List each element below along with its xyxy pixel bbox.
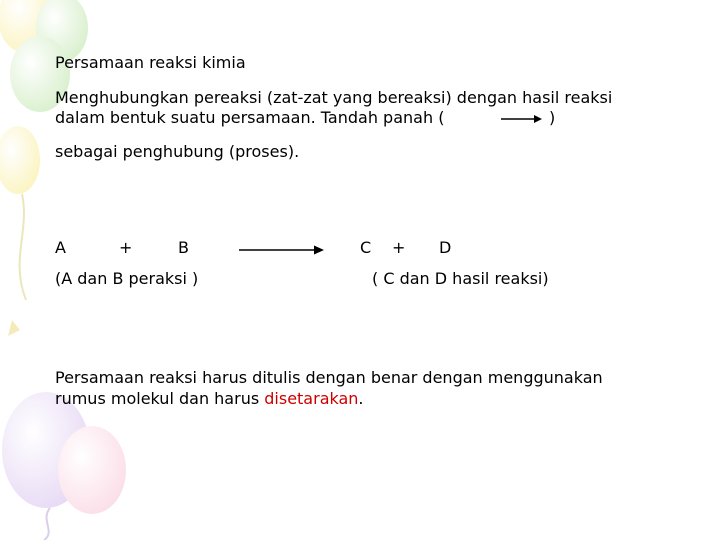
products-note: ( C dan D hasil reaksi) — [372, 269, 549, 288]
product-d: D — [439, 238, 452, 257]
plus-sign-left: + — [119, 238, 133, 257]
reactant-b: B — [178, 238, 189, 257]
definition-line-1: Menghubungkan pereaksi (zat-zat yang bereaksi) dengan hasil reaksi — [55, 88, 613, 107]
definition-line-2-end: ) — [549, 108, 556, 127]
slide-title: Persamaan reaksi kimia — [55, 53, 246, 72]
inline-arrow-icon — [500, 113, 544, 125]
reactants-note: (A dan B peraksi ) — [55, 269, 199, 288]
plus-sign-right: + — [392, 238, 406, 257]
reactant-a: A — [55, 238, 66, 257]
definition-line-2-start: dalam bentuk suatu persamaan. Tandah panah ( — [55, 108, 445, 127]
rule-highlight-word: disetarakan — [264, 389, 359, 408]
product-c: C — [360, 238, 372, 257]
definition-line-2 — [55, 108, 444, 127]
rule-line-2-end: . — [358, 389, 364, 408]
balloon-low-left — [2, 392, 126, 540]
rule-line-2 — [55, 389, 364, 408]
balloon-mid-left — [0, 126, 40, 336]
rule-line-1: Persamaan reaksi harus ditulis dengan benar dengan menggunakan — [55, 368, 603, 387]
rule-line-2-start: rumus molekul dan harus — [55, 389, 265, 408]
reaction-arrow-icon — [238, 243, 326, 257]
definition-line-3: sebagai penghubung (proses). — [55, 142, 300, 161]
